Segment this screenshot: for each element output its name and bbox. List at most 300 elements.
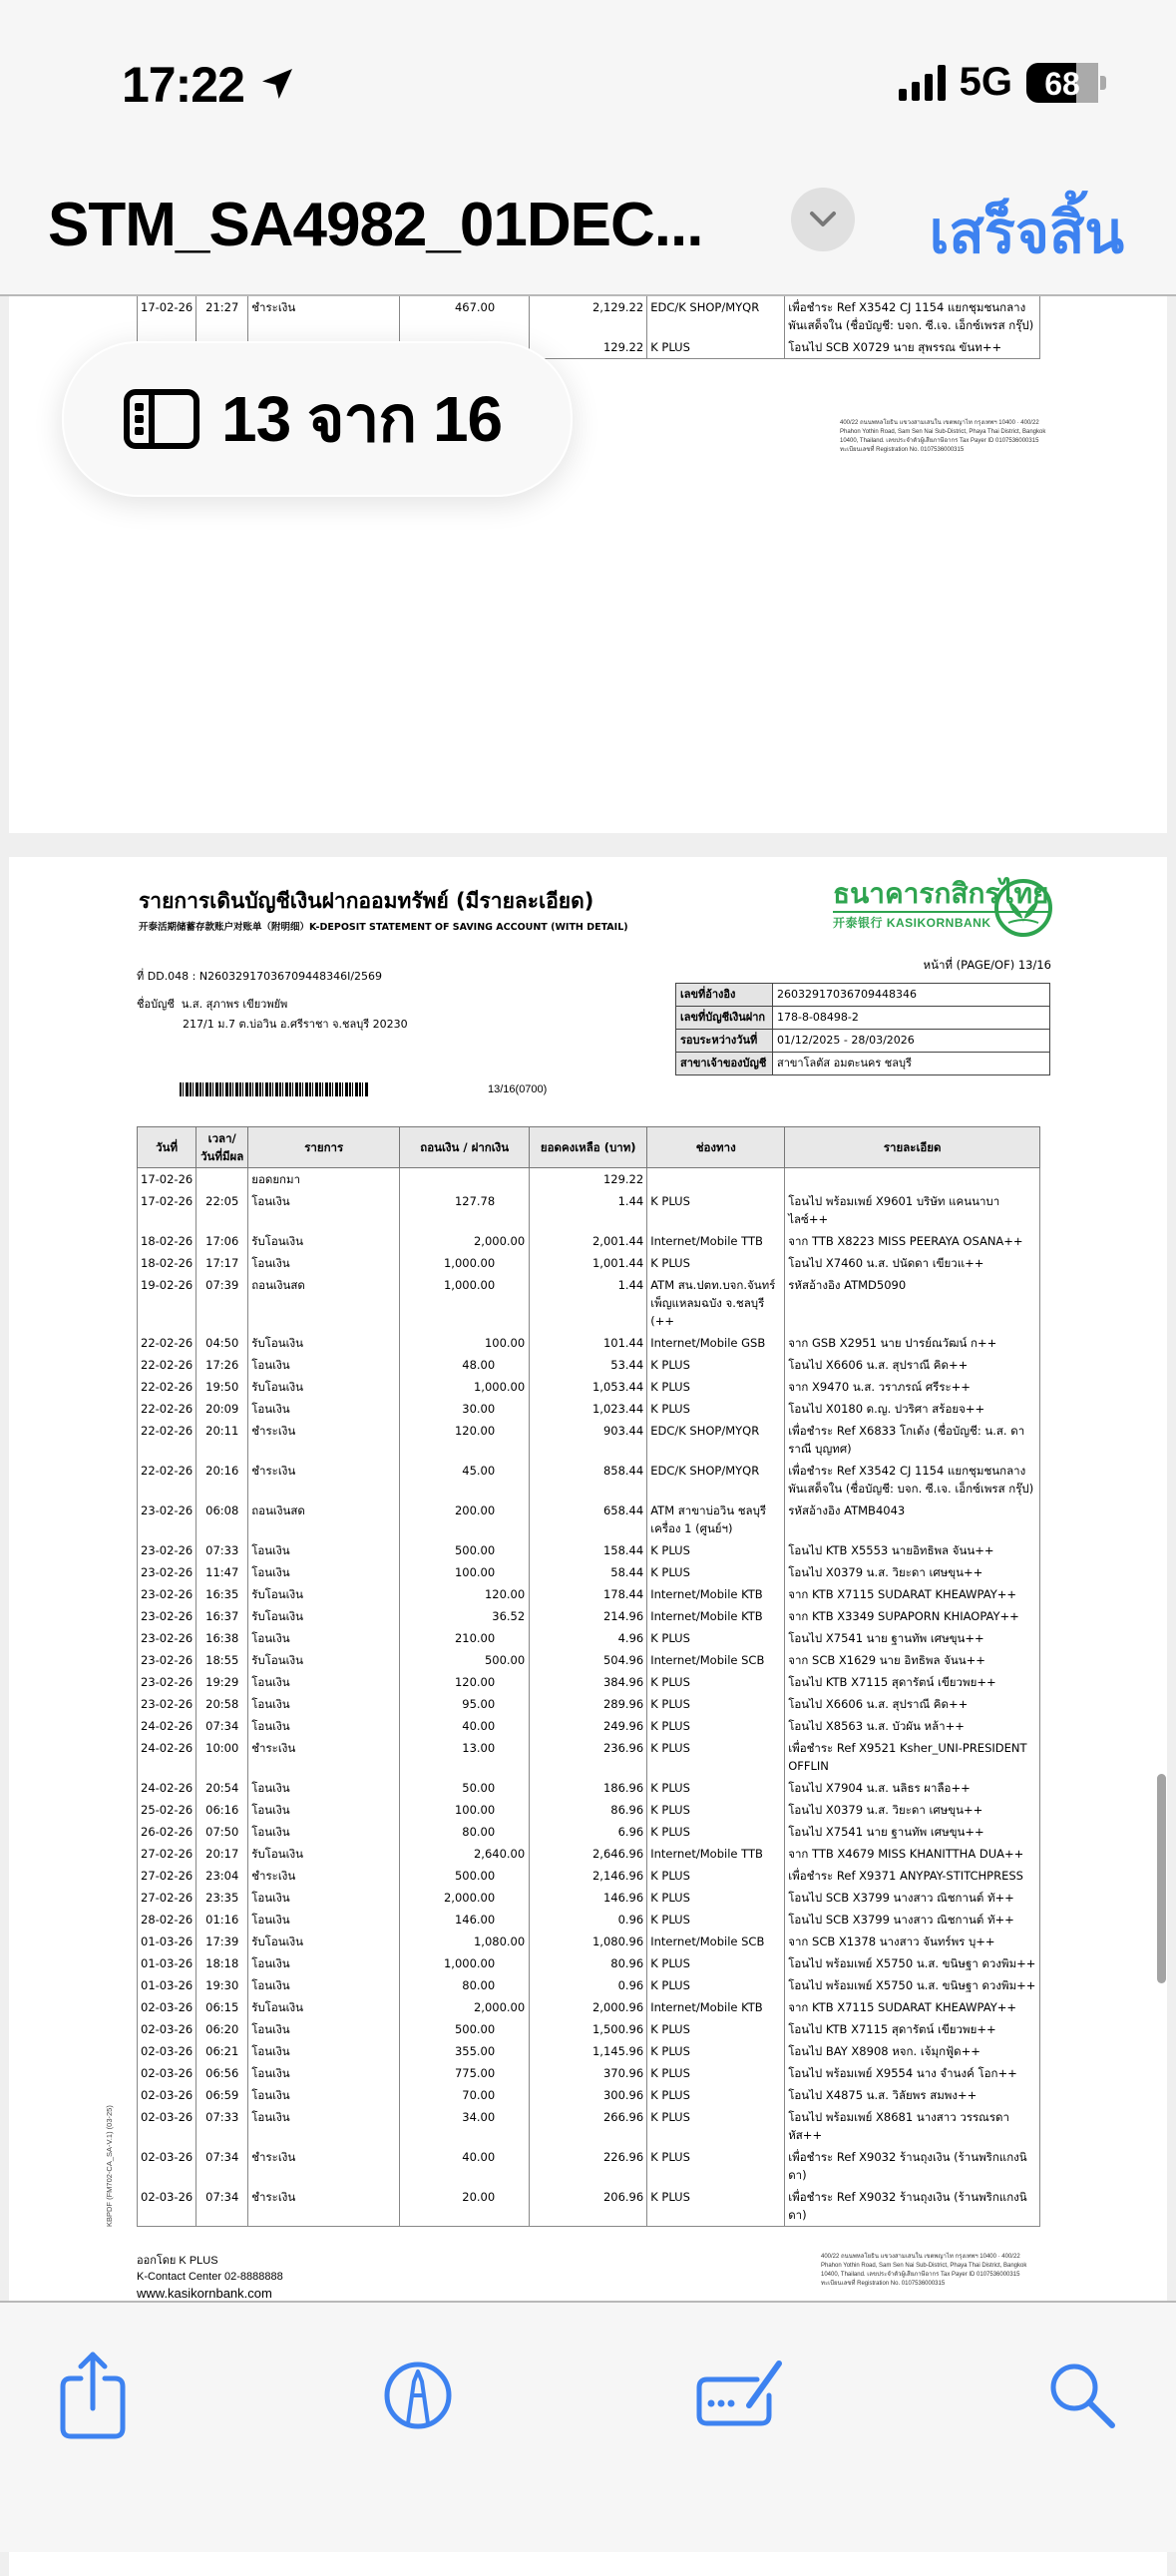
cell-channel: Internet/Mobile TTB bbox=[647, 1843, 785, 1865]
cell-date: 17-02-26 bbox=[138, 1168, 196, 1191]
cell-detail: โอนไป KTB X7115 สุดารัตน์ เขียวพย++ bbox=[785, 1671, 1040, 1693]
table-row bbox=[138, 2106, 1040, 2146]
cell-channel: K PLUS bbox=[647, 2084, 785, 2106]
cell-date: 23-02-26 bbox=[138, 1605, 196, 1627]
markup-icon bbox=[382, 2360, 454, 2431]
cell-detail: โอนไป X0180 ด.ญ. ปวริศา สร้อยจ++ bbox=[785, 1398, 1040, 1420]
cell-detail: โอนไป พร้อมเพย์ X5750 น.ส. ขนิษฐา ดวงพิม++ bbox=[785, 1952, 1040, 1974]
cell-time: 17:06 bbox=[196, 1230, 248, 1252]
cell-channel: EDC/K SHOP/MYQR bbox=[647, 1460, 785, 1500]
cell-detail: จาก KTB X3349 SUPAPORN KHIAOPAY++ bbox=[785, 1605, 1040, 1627]
cell-balance: 370.96 bbox=[530, 2062, 647, 2084]
cell-balance: 53.44 bbox=[530, 1354, 647, 1376]
cell-description: ชำระเงิน bbox=[248, 1865, 400, 1887]
cell-time: 07:34 bbox=[196, 2186, 248, 2227]
table-row bbox=[138, 1398, 1040, 1420]
cell-balance: 101.44 bbox=[530, 1332, 647, 1354]
cell-date: 24-02-26 bbox=[138, 1777, 196, 1799]
cell-description: รับโอนเงิน bbox=[248, 1931, 400, 1952]
cell-amount: 120.00 bbox=[400, 1420, 530, 1460]
cell-balance: 2,129.22 bbox=[530, 296, 647, 336]
account-holder bbox=[137, 995, 655, 1035]
signature-icon bbox=[695, 2360, 791, 2431]
cell-amount: 100.00 bbox=[400, 1561, 530, 1583]
cell-detail: โอนไป X0379 น.ส. วิยะดา เศษขุน++ bbox=[785, 1561, 1040, 1583]
cell-date: 01-03-26 bbox=[138, 1931, 196, 1952]
cell-amount: 500.00 bbox=[400, 1649, 530, 1671]
account-address: 217/1 ม.7 ต.บ่อวิน อ.ศรีราชา จ.ชลบุรี 20230 bbox=[183, 1018, 408, 1031]
cell-description: ถอนเงินสด bbox=[248, 1500, 400, 1539]
cell-time: 06:16 bbox=[196, 1799, 248, 1821]
cell-channel: K PLUS bbox=[647, 2018, 785, 2040]
cell-channel: K PLUS bbox=[647, 1865, 785, 1887]
cell-balance: 2,146.96 bbox=[530, 1865, 647, 1887]
done-button[interactable]: เสร็จสิ้น bbox=[929, 201, 1124, 265]
footer-address: 400/22 ถนนพหลโยธิน แขวงสามเสนใน เขตพญาไท กรุงเทพฯ 10400 · 400/22 Phahon Yothin Road, Sam Sen Nai Sub-District, Phaya Thai District, Bangkok 10400, Thailand. เลขประจำตัวผู้เสียภาษีอากร Tax Payer ID 0107536000315 ทะเบียนเลขที่ Registration No. 0107536000315 bbox=[821, 2254, 1027, 2287]
table-row bbox=[138, 2018, 1040, 2040]
cell-amount: 146.00 bbox=[400, 1909, 530, 1931]
cell-amount: 467.00 bbox=[400, 296, 530, 336]
cell-time: 07:34 bbox=[196, 1715, 248, 1737]
cell-time: 23:35 bbox=[196, 1887, 248, 1909]
table-row bbox=[138, 1420, 1040, 1460]
cell-channel: ATM สน.ปตท.บจก.จันทร์ เพ็ญแหลมฉบัง จ.ชลบุรี (++ bbox=[647, 1274, 785, 1332]
cell-time: 20:17 bbox=[196, 1843, 248, 1865]
status-time: 17:22 bbox=[122, 57, 244, 113]
cell-date: 02-03-26 bbox=[138, 2018, 196, 2040]
cell-channel: K PLUS bbox=[647, 336, 785, 359]
table-row bbox=[138, 1460, 1040, 1500]
table-row bbox=[138, 1799, 1040, 1821]
column-header: วันที่ bbox=[138, 1127, 196, 1168]
cell-detail: โอนไป SCB X3799 นางสาว ณิชกานต์ ทั++ bbox=[785, 1909, 1040, 1931]
scrollbar[interactable] bbox=[1157, 1774, 1166, 1983]
cell-balance: 858.44 bbox=[530, 1460, 647, 1500]
column-header: ถอนเงิน / ฝากเงิน bbox=[400, 1127, 530, 1168]
bank-website: www.kasikornbank.com bbox=[137, 2286, 272, 2301]
cell-channel: K PLUS bbox=[647, 1887, 785, 1909]
cell-date: 02-03-26 bbox=[138, 2146, 196, 2186]
cell-detail: จาก X9470 น.ส. วราภรณ์ ศรีระ++ bbox=[785, 1376, 1040, 1398]
table-row bbox=[138, 2040, 1040, 2062]
cell-detail: โอนไป X7460 น.ส. ปนัดดา เขียวแ++ bbox=[785, 1252, 1040, 1274]
cell-date: 17-02-26 bbox=[138, 1190, 196, 1230]
cell-time: 16:35 bbox=[196, 1583, 248, 1605]
cell-balance: 0.96 bbox=[530, 1974, 647, 1996]
cell-amount: 2,000.00 bbox=[400, 1230, 530, 1252]
cell-time: 16:37 bbox=[196, 1605, 248, 1627]
cell-time: 22:05 bbox=[196, 1190, 248, 1230]
statement-footer-row bbox=[137, 2253, 1035, 2303]
account-name: น.ส. สุภาพร เขียวพยัพ bbox=[181, 998, 288, 1011]
page-indicator-label: 13 จาก 16 bbox=[221, 383, 503, 455]
cell-description: โอนเงิน bbox=[248, 2062, 400, 2084]
cell-description: โอนเงิน bbox=[248, 1252, 400, 1274]
battery-level: 68 bbox=[1044, 65, 1080, 102]
cell-balance: 384.96 bbox=[530, 1671, 647, 1693]
cell-date: 23-02-26 bbox=[138, 1561, 196, 1583]
cell-detail: เพื่อชำระ Ref X9371 ANYPAY-STITCHPRESS bbox=[785, 1865, 1040, 1887]
info-row bbox=[676, 984, 1050, 1007]
table-row bbox=[138, 1627, 1040, 1649]
table-row bbox=[138, 1715, 1040, 1737]
cell-balance: 4.96 bbox=[530, 1627, 647, 1649]
cell-description: โอนเงิน bbox=[248, 1354, 400, 1376]
cell-description: โอนเงิน bbox=[248, 1974, 400, 1996]
cell-channel: K PLUS bbox=[647, 2062, 785, 2084]
cell-date: 25-02-26 bbox=[138, 1799, 196, 1821]
info-value: สาขาโลตัส อมตะนคร ชลบุรี bbox=[773, 1053, 1050, 1075]
cell-detail: เพื่อชำระ Ref X9521 Ksher_UNI-PRESIDENT OFFLIN bbox=[785, 1737, 1040, 1777]
cell-time: 06:15 bbox=[196, 1996, 248, 2018]
signature-button[interactable] bbox=[698, 2351, 788, 2440]
cell-channel: K PLUS bbox=[647, 1354, 785, 1376]
cell-channel: K PLUS bbox=[647, 1190, 785, 1230]
cell-description: รับโอนเงิน bbox=[248, 1843, 400, 1865]
cell-time: 19:30 bbox=[196, 1974, 248, 1996]
cell-time: 01:16 bbox=[196, 1909, 248, 1931]
info-label: สาขาเจ้าของบัญชี bbox=[676, 1053, 773, 1075]
cell-time: 19:50 bbox=[196, 1376, 248, 1398]
cell-channel bbox=[647, 1168, 785, 1191]
cell-time: 07:34 bbox=[196, 2146, 248, 2186]
cell-amount: 127.78 bbox=[400, 1190, 530, 1230]
info-row bbox=[676, 1007, 1050, 1030]
cell-date: 01-03-26 bbox=[138, 1974, 196, 1996]
cell-amount: 500.00 bbox=[400, 1865, 530, 1887]
cell-channel: K PLUS bbox=[647, 1539, 785, 1561]
cell-balance: 0.96 bbox=[530, 1909, 647, 1931]
cell-channel: Internet/Mobile KTB bbox=[647, 1996, 785, 2018]
cell-amount: 1,080.00 bbox=[400, 1931, 530, 1952]
table-row bbox=[138, 1376, 1040, 1398]
cell-amount: 50.00 bbox=[400, 1777, 530, 1799]
cell-amount: 80.00 bbox=[400, 1974, 530, 1996]
cell-time: 18:55 bbox=[196, 1649, 248, 1671]
cell-description: โอนเงิน bbox=[248, 1539, 400, 1561]
location-arrow-icon bbox=[257, 64, 297, 104]
cell-channel: K PLUS bbox=[647, 1821, 785, 1843]
form-code: KBPDF (FM702-CA_SA-V.1) (03-25) bbox=[105, 2105, 114, 2227]
cell-time: 06:20 bbox=[196, 2018, 248, 2040]
cell-description: โอนเงิน bbox=[248, 1909, 400, 1931]
cell-detail: จาก KTB X7115 SUDARAT KHEAWPAY++ bbox=[785, 1996, 1040, 2018]
info-label: เลขที่บัญชีเงินฝาก bbox=[676, 1007, 773, 1030]
cell-date: 23-02-26 bbox=[138, 1500, 196, 1539]
cell-detail: จาก SCB X1378 นางสาว จันทร์พร บุ++ bbox=[785, 1931, 1040, 1952]
cell-detail: โอนไป SCB X0729 นาย สุพรรณ ขันท++ bbox=[785, 336, 1040, 359]
cell-detail: โอนไป KTB X5553 นายอิทธิพล จันน++ bbox=[785, 1539, 1040, 1561]
cell-description: รับโอนเงิน bbox=[248, 1649, 400, 1671]
cell-time: 19:29 bbox=[196, 1671, 248, 1693]
cell-date: 23-02-26 bbox=[138, 1649, 196, 1671]
table-row bbox=[138, 1821, 1040, 1843]
cell-date: 02-03-26 bbox=[138, 2084, 196, 2106]
cell-channel: K PLUS bbox=[647, 1398, 785, 1420]
cell-date: 23-02-26 bbox=[138, 1671, 196, 1693]
cell-channel: K PLUS bbox=[647, 2186, 785, 2227]
cell-balance: 1,080.96 bbox=[530, 1931, 647, 1952]
cell-description: ชำระเงิน bbox=[248, 1460, 400, 1500]
page-indicator[interactable] bbox=[62, 341, 573, 497]
cell-detail: รหัสอ้างอิง ATMB4043 bbox=[785, 1500, 1040, 1539]
table-row bbox=[138, 2062, 1040, 2084]
cell-description: โอนเงิน bbox=[248, 1952, 400, 1974]
cell-channel: Internet/Mobile KTB bbox=[647, 1605, 785, 1627]
cell-description: โอนเงิน bbox=[248, 1190, 400, 1230]
sidebar-thumbnails-icon bbox=[124, 389, 199, 449]
cell-channel: Internet/Mobile GSB bbox=[647, 1332, 785, 1354]
cell-amount: 120.00 bbox=[400, 1583, 530, 1605]
cell-detail: รหัสอ้างอิง ATMD5090 bbox=[785, 1274, 1040, 1332]
info-row bbox=[676, 1030, 1050, 1053]
cell-amount: 500.00 bbox=[400, 2018, 530, 2040]
cell-date: 02-03-26 bbox=[138, 2186, 196, 2227]
page-of-label: หน้าที่ (PAGE/OF) 13/16 bbox=[923, 958, 1051, 972]
kasikorn-leaf-icon bbox=[994, 879, 1052, 937]
table-row bbox=[138, 1649, 1040, 1671]
title-menu-button[interactable] bbox=[791, 188, 855, 251]
table-row bbox=[138, 2084, 1040, 2106]
cell-amount: 100.00 bbox=[400, 1332, 530, 1354]
share-button[interactable] bbox=[48, 2351, 138, 2440]
cell-channel: ATM สาขาบ่อวิน ชลบุรี เครื่อง 1 (ศูนย์ฯ) bbox=[647, 1500, 785, 1539]
cell-date: 27-02-26 bbox=[138, 1887, 196, 1909]
cell-balance: 146.96 bbox=[530, 1887, 647, 1909]
cell-balance: 80.96 bbox=[530, 1952, 647, 1974]
cell-balance: 1,023.44 bbox=[530, 1398, 647, 1420]
column-header: ยอดคงเหลือ (บาท) bbox=[530, 1127, 647, 1168]
cell-detail: โอนไป X0379 น.ส. วิยะดา เศษขุน++ bbox=[785, 1799, 1040, 1821]
cell-date: 02-03-26 bbox=[138, 1996, 196, 2018]
cell-detail: โอนไป X7541 นาย ฐานทัพ เศษขุน++ bbox=[785, 1821, 1040, 1843]
pdf-page-current bbox=[9, 857, 1167, 2353]
cell-amount: 95.00 bbox=[400, 1693, 530, 1715]
cell-detail: โอนไป พร้อมเพย์ X8681 นางสาว วรรณรดา หัส++ bbox=[785, 2106, 1040, 2146]
cell-time: 16:38 bbox=[196, 1627, 248, 1649]
cell-channel: K PLUS bbox=[647, 1909, 785, 1931]
cell-channel: Internet/Mobile SCB bbox=[647, 1649, 785, 1671]
cell-amount: 2,000.00 bbox=[400, 1887, 530, 1909]
table-row bbox=[138, 1671, 1040, 1693]
cell-time: 20:11 bbox=[196, 1420, 248, 1460]
cell-time: 20:16 bbox=[196, 1460, 248, 1500]
cell-balance: 129.22 bbox=[530, 336, 647, 359]
cell-time bbox=[196, 1168, 248, 1191]
cell-time: 20:58 bbox=[196, 1693, 248, 1715]
cell-amount: 775.00 bbox=[400, 2062, 530, 2084]
cell-description: รับโอนเงิน bbox=[248, 1376, 400, 1398]
cell-channel: Internet/Mobile SCB bbox=[647, 1931, 785, 1952]
cell-balance: 214.96 bbox=[530, 1605, 647, 1627]
cell-detail: โอนไป X7904 น.ส. นลิธร ผาลือ++ bbox=[785, 1777, 1040, 1799]
cell-description: โอนเงิน bbox=[248, 1821, 400, 1843]
cell-date: 24-02-26 bbox=[138, 1737, 196, 1777]
issued-by: ออกโดย K PLUS bbox=[137, 2255, 218, 2267]
cell-balance: 1,500.96 bbox=[530, 2018, 647, 2040]
cell-balance: 2,646.96 bbox=[530, 1843, 647, 1865]
cell-amount: 34.00 bbox=[400, 2106, 530, 2146]
cell-description: โอนเงิน bbox=[248, 1671, 400, 1693]
cell-balance: 1,053.44 bbox=[530, 1376, 647, 1398]
bank-name-thai: ธนาคารกสิกรไทย bbox=[833, 877, 1048, 913]
cell-date: 27-02-26 bbox=[138, 1843, 196, 1865]
table-row bbox=[138, 1332, 1040, 1354]
cell-balance: 158.44 bbox=[530, 1539, 647, 1561]
cell-channel: K PLUS bbox=[647, 1252, 785, 1274]
cell-balance: 504.96 bbox=[530, 1649, 647, 1671]
table-row bbox=[138, 1500, 1040, 1539]
cell-amount: 1,000.00 bbox=[400, 1274, 530, 1332]
cell-description: รับโอนเงิน bbox=[248, 1583, 400, 1605]
cell-amount: 2,640.00 bbox=[400, 1843, 530, 1865]
cell-time: 20:54 bbox=[196, 1777, 248, 1799]
cell-balance: 658.44 bbox=[530, 1500, 647, 1539]
cell-date: 23-02-26 bbox=[138, 1627, 196, 1649]
cell-time: 06:08 bbox=[196, 1500, 248, 1539]
cell-balance: 6.96 bbox=[530, 1821, 647, 1843]
cell-detail bbox=[785, 1168, 1040, 1191]
cell-balance: 2,001.44 bbox=[530, 1230, 647, 1252]
cell-amount: 40.00 bbox=[400, 2146, 530, 2186]
cell-description: ชำระเงิน bbox=[248, 2186, 400, 2227]
cell-date: 27-02-26 bbox=[138, 1865, 196, 1887]
network-type: 5G bbox=[959, 60, 1012, 104]
cell-description: ยอดยกมา bbox=[248, 1168, 400, 1191]
cell-description: ชำระเงิน bbox=[248, 2146, 400, 2186]
cell-amount: 1,000.00 bbox=[400, 1952, 530, 1974]
document-title[interactable]: STM_SA4982_01DEC... bbox=[48, 191, 703, 259]
markup-button[interactable] bbox=[373, 2351, 463, 2440]
table-row bbox=[138, 1561, 1040, 1583]
cell-detail: จาก TTB X8223 MISS PEERAYA OSANA++ bbox=[785, 1230, 1040, 1252]
cell-detail: โอนไป SCB X3799 นางสาว ณิชกานต์ ทั++ bbox=[785, 1887, 1040, 1909]
cell-time: 07:39 bbox=[196, 1274, 248, 1332]
cell-description: โอนเงิน bbox=[248, 2084, 400, 2106]
pdf-viewer[interactable] bbox=[0, 294, 1176, 2300]
cellular-signal-icon bbox=[899, 65, 946, 101]
cell-channel: Internet/Mobile TTB bbox=[647, 1230, 785, 1252]
info-label: เลขที่อ้างอิง bbox=[676, 984, 773, 1007]
cell-balance: 1.44 bbox=[530, 1190, 647, 1230]
cell-description: โอนเงิน bbox=[248, 2040, 400, 2062]
cell-channel: K PLUS bbox=[647, 1974, 785, 1996]
cell-date: 26-02-26 bbox=[138, 1821, 196, 1843]
cell-balance: 1.44 bbox=[530, 1274, 647, 1332]
share-icon bbox=[57, 2351, 129, 2440]
cell-detail: จาก SCB X1629 นาย อิทธิพล จันน++ bbox=[785, 1649, 1040, 1671]
cell-time: 07:50 bbox=[196, 1821, 248, 1843]
cell-detail: เพื่อชำระ Ref X9032 ร้านถุงเงิน (ร้านพริกแกงนิดา) bbox=[785, 2146, 1040, 2186]
cell-channel: Internet/Mobile KTB bbox=[647, 1583, 785, 1605]
cell-detail: โอนไป BAY X8908 หจก. เจ้มุกฟู้ด++ bbox=[785, 2040, 1040, 2062]
cell-detail: โอนไป X7541 นาย ฐานทัพ เศษขุน++ bbox=[785, 1627, 1040, 1649]
cell-balance: 236.96 bbox=[530, 1737, 647, 1777]
cell-description: ชำระเงิน bbox=[248, 1737, 400, 1777]
cell-detail: เพื่อชำระ Ref X6833 โกเด้ง (ชื่อบัญชี: น.ส. ดาราณี บุญทศ) bbox=[785, 1420, 1040, 1460]
table-row bbox=[138, 1909, 1040, 1931]
cell-description: โอนเงิน bbox=[248, 1561, 400, 1583]
cell-date: 24-02-26 bbox=[138, 1715, 196, 1737]
cell-amount: 70.00 bbox=[400, 2084, 530, 2106]
cell-channel: K PLUS bbox=[647, 1952, 785, 1974]
prev-footer-address: 400/22 ถนนพหลโยธิน แขวงสามเสนใน เขตพญาไท กรุงเทพฯ 10400 · 400/22 Phahon Yothin Road, Sam Sen Nai Sub-District, Phaya Thai District, Bangkok 10400, Thailand. เลขประจำตัวผู้เสียภาษีอากร Tax Payer ID 0107536000315 ทะเบียนเลขที่ Registration No. 0107536000315 bbox=[840, 420, 1046, 453]
cell-channel: K PLUS bbox=[647, 1671, 785, 1693]
cell-amount: 45.00 bbox=[400, 1460, 530, 1500]
cell-description: โอนเงิน bbox=[248, 1627, 400, 1649]
cell-channel: K PLUS bbox=[647, 2106, 785, 2146]
cell-detail: จาก TTB X4679 MISS KHANITTHA DUA++ bbox=[785, 1843, 1040, 1865]
info-label: รอบระหว่างวันที่ bbox=[676, 1030, 773, 1053]
cell-time: 07:33 bbox=[196, 2106, 248, 2146]
table-row bbox=[138, 1931, 1040, 1952]
cell-amount: 48.00 bbox=[400, 1354, 530, 1376]
table-row bbox=[138, 1354, 1040, 1376]
cell-description: โอนเงิน bbox=[248, 2018, 400, 2040]
cell-balance: 178.44 bbox=[530, 1583, 647, 1605]
battery-icon bbox=[1026, 63, 1098, 103]
cell-balance: 300.96 bbox=[530, 2084, 647, 2106]
cell-date: 23-02-26 bbox=[138, 1539, 196, 1561]
cell-detail: เพื่อชำระ Ref X3542 CJ 1154 แยกชุมชนกลาง พันเสด็จใน (ชื่อบัญชี: บจก. ซี.เจ. เอ็กซ์เพรส กรุ๊ป) bbox=[785, 296, 1040, 336]
cell-description: โอนเงิน bbox=[248, 1693, 400, 1715]
cell-date: 22-02-26 bbox=[138, 1398, 196, 1420]
cell-detail: โอนไป X6606 น.ส. สุปราณี คิด++ bbox=[785, 1693, 1040, 1715]
info-value: 26032917036709448346 bbox=[773, 984, 1050, 1007]
cell-date: 17-02-26 bbox=[138, 296, 196, 336]
cell-date: 18-02-26 bbox=[138, 1252, 196, 1274]
cell-amount: 1,000.00 bbox=[400, 1252, 530, 1274]
statement-footer bbox=[137, 2253, 283, 2303]
cell-time: 23:04 bbox=[196, 1865, 248, 1887]
search-button[interactable] bbox=[1037, 2351, 1127, 2440]
cell-channel: EDC/K SHOP/MYQR bbox=[647, 1420, 785, 1460]
account-info-table bbox=[675, 983, 1050, 1075]
cell-amount: 200.00 bbox=[400, 1500, 530, 1539]
table-row bbox=[138, 1230, 1040, 1252]
cell-channel: K PLUS bbox=[647, 1715, 785, 1737]
table-row bbox=[138, 1843, 1040, 1865]
cell-balance: 903.44 bbox=[530, 1420, 647, 1460]
cell-time: 21:27 bbox=[196, 296, 248, 336]
cell-amount: 36.52 bbox=[400, 1605, 530, 1627]
cell-amount: 40.00 bbox=[400, 1715, 530, 1737]
column-header: เวลา/ วันที่มีผล bbox=[196, 1127, 248, 1168]
document-nav-bar bbox=[0, 150, 1176, 296]
contact-center: K-Contact Center 02-8888888 bbox=[137, 2271, 283, 2283]
statement-title: รายการเดินบัญชีเงินฝากออมทรัพย์ (มีรายละเอียด) bbox=[139, 889, 594, 913]
cell-description: ชำระเงิน bbox=[248, 296, 400, 336]
column-header: รายการ bbox=[248, 1127, 400, 1168]
cell-date: 28-02-26 bbox=[138, 1909, 196, 1931]
cell-channel: K PLUS bbox=[647, 2040, 785, 2062]
cell-date: 22-02-26 bbox=[138, 1376, 196, 1398]
cell-description: ถอนเงินสด bbox=[248, 1274, 400, 1332]
table-row bbox=[138, 1190, 1040, 1230]
cell-description: รับโอนเงิน bbox=[248, 1996, 400, 2018]
cell-detail: เพื่อชำระ Ref X9032 ร้านถุงเงิน (ร้านพริกแกงนิดา) bbox=[785, 2186, 1040, 2227]
table-row bbox=[138, 1777, 1040, 1799]
column-header: รายละเอียด bbox=[785, 1127, 1040, 1168]
cell-detail: โอนไป พร้อมเพย์ X9601 บริษัท แคนนาบาไลซ์++ bbox=[785, 1190, 1040, 1230]
cell-date: 22-02-26 bbox=[138, 1420, 196, 1460]
cell-balance: 58.44 bbox=[530, 1561, 647, 1583]
cell-description: รับโอนเงิน bbox=[248, 1605, 400, 1627]
cell-balance: 289.96 bbox=[530, 1693, 647, 1715]
table-row bbox=[138, 1583, 1040, 1605]
cell-description: รับโอนเงิน bbox=[248, 1332, 400, 1354]
table-row bbox=[138, 1252, 1040, 1274]
